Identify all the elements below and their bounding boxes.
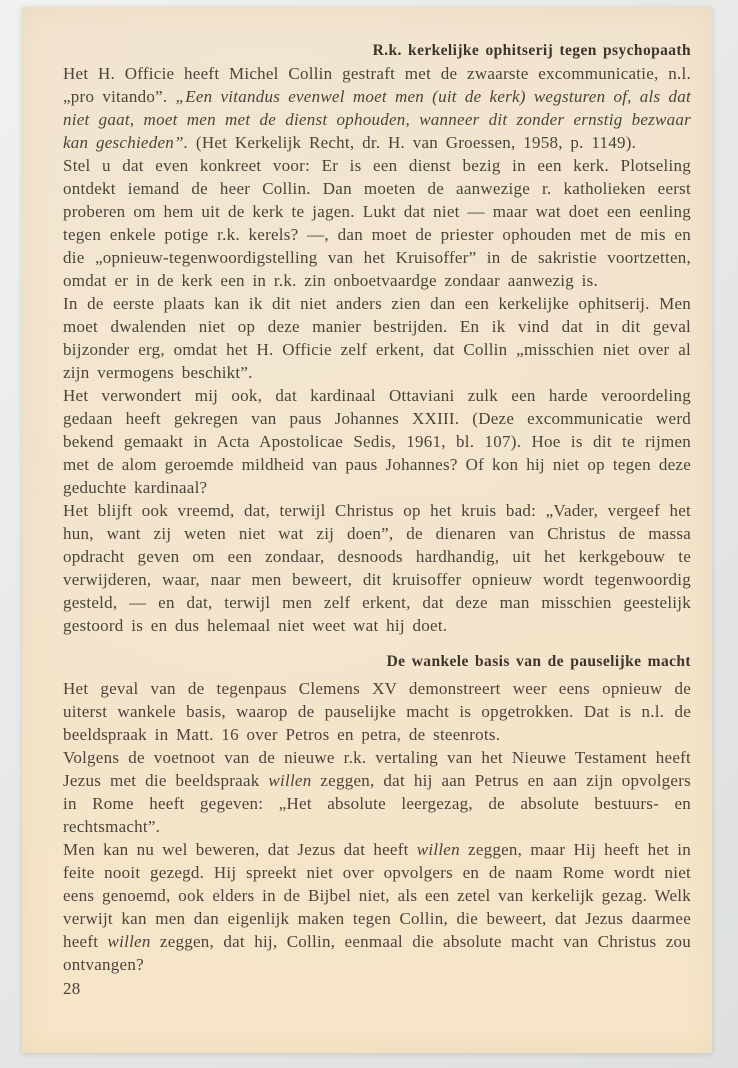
italic-text-segment: willen — [416, 840, 460, 859]
text-segment: (Het Kerkelijk Recht, dr. H. van Groessen, 1958, p. 1149). — [188, 133, 637, 152]
italic-text-segment: willen — [268, 771, 312, 790]
section-1 — [63, 650, 691, 976]
paragraph — [63, 838, 691, 976]
text-segment: Stel u dat even konkreet voor: Er is een dienst bezig in een kerk. Plotseling ontdekt iemand de heer Collin. Dan moeten de aanwezige r. katholieken eerst proberen om hem uit de kerk te jagen. Lukt dat niet — maar wat doet een eenling tegen enkele potige r.k. kerels? —, dan moet de priester ophouden met de mis en die „opnieuw-tegenwoordigstelling van het Kruisoffer” in de sakristie voortzetten, omdat er in de kerk een in r.k. zin onboetvaardge zondaar aanwezig is. — [63, 156, 691, 290]
text-segment: zeggen, dat hij aan Petrus en aan zijn opvolgers in Rome heeft gegeven: „Het absolute leergezag, de absolute bestuurs- en rechtsmacht”. — [63, 771, 691, 836]
section-heading: R.k. kerkelijke ophitserij tegen psychopaath — [372, 42, 691, 59]
text-segment: In de eerste plaats kan ik dit niet anders zien dan een kerkelijke ophitserij. Men moet dwalenden niet op deze manier bestrijden. En ik vind dat in dit geval bijzonder erg, omdat het H. Officie zelf erkent, dat Collin „misschien niet over al zijn vermogens beschikt”. — [63, 294, 691, 382]
italic-text-segment: „Een vitandus evenwel moet men (uit de kerk) wegsturen of, als dat niet gaat, moet men met de dienst ophouden, wanneer dit zonder ernstig bezwaar kan geschieden”. — [63, 87, 691, 152]
text-segment: Volgens de voetnoot van de nieuwe r.k. vertaling van het Nieuwe Testament heeft Jezus met die beeldspraak — [63, 748, 691, 790]
text-segment: Het H. Officie heeft Michel Collin gestraft met de zwaarste excommunicatie, n.l. „pro vitando”. — [63, 64, 691, 106]
paragraph — [63, 154, 691, 292]
paragraph — [63, 677, 691, 746]
section-heading: De wankele basis van de pauselijke macht — [386, 653, 691, 670]
paragraph — [63, 384, 691, 499]
page-content — [63, 39, 691, 1000]
text-segment: Het verwondert mij ook, dat kardinaal Ottaviani zulk een harde veroordeling gedaan heeft gekregen van paus Johannes XXIII. (Deze excommunicatie werd bekend gemaakt in Acta Apostolicae Sedis, 1961, bl. 107). Hoe is dit te rijmen met de alom geroemde mildheid van paus Johannes? Of kon hij niet op tegen deze geduchte kardinaal? — [63, 386, 691, 497]
paragraph — [63, 62, 691, 154]
text-segment: Het geval van de tegenpaus Clemens XV demonstreert weer eens opnieuw de uiterst wankele basis, waarop de pauselijke macht is opgetrokken. Dat is n.l. de beeldspraak in Matt. 16 over Petros en petra, de steenrots. — [63, 679, 691, 744]
text-segment: Het blijft ook vreemd, dat, terwijl Christus op het kruis bad: „Vader, vergeef het hun, want zij weten niet wat zij doen”, de dienaren van Christus de massa opdracht geven om een zondaar, desnoods hardhandig, uit het kerkgebouw te verwijderen, waar, naar men beweert, dit kruisoffer opnieuw wordt tegenwoordig gesteld, — en dat, terwijl men zelf erkent, dat deze man misschien geestelijk gestoord is en dus helemaal niet weet wat hij doet. — [63, 501, 691, 635]
paragraph — [63, 746, 691, 838]
section-0 — [63, 39, 691, 637]
text-segment: zeggen, dat hij, Collin, eenmaal die absolute macht van Christus zou ontvangen? — [63, 932, 691, 974]
italic-text-segment: willen — [107, 932, 151, 951]
sections-root — [63, 39, 691, 976]
text-segment: zeggen, maar Hij heeft het in feite nooit gezegd. Hij spreekt niet over opvolgers en de naam Rome wordt niet eens genoemd, ook elders in de Bijbel niet, als een zetel van kerkelijk gezag. Welk verwijt kan men dan eigenlijk maken tegen Collin, die beweert, dat Jezus daarmee heeft — [63, 840, 691, 951]
paragraph — [63, 292, 691, 384]
paragraph — [63, 499, 691, 637]
text-segment: Men kan nu wel beweren, dat Jezus dat heeft — [63, 840, 417, 859]
page-number: 28 — [63, 979, 81, 998]
book-page — [22, 7, 712, 1053]
